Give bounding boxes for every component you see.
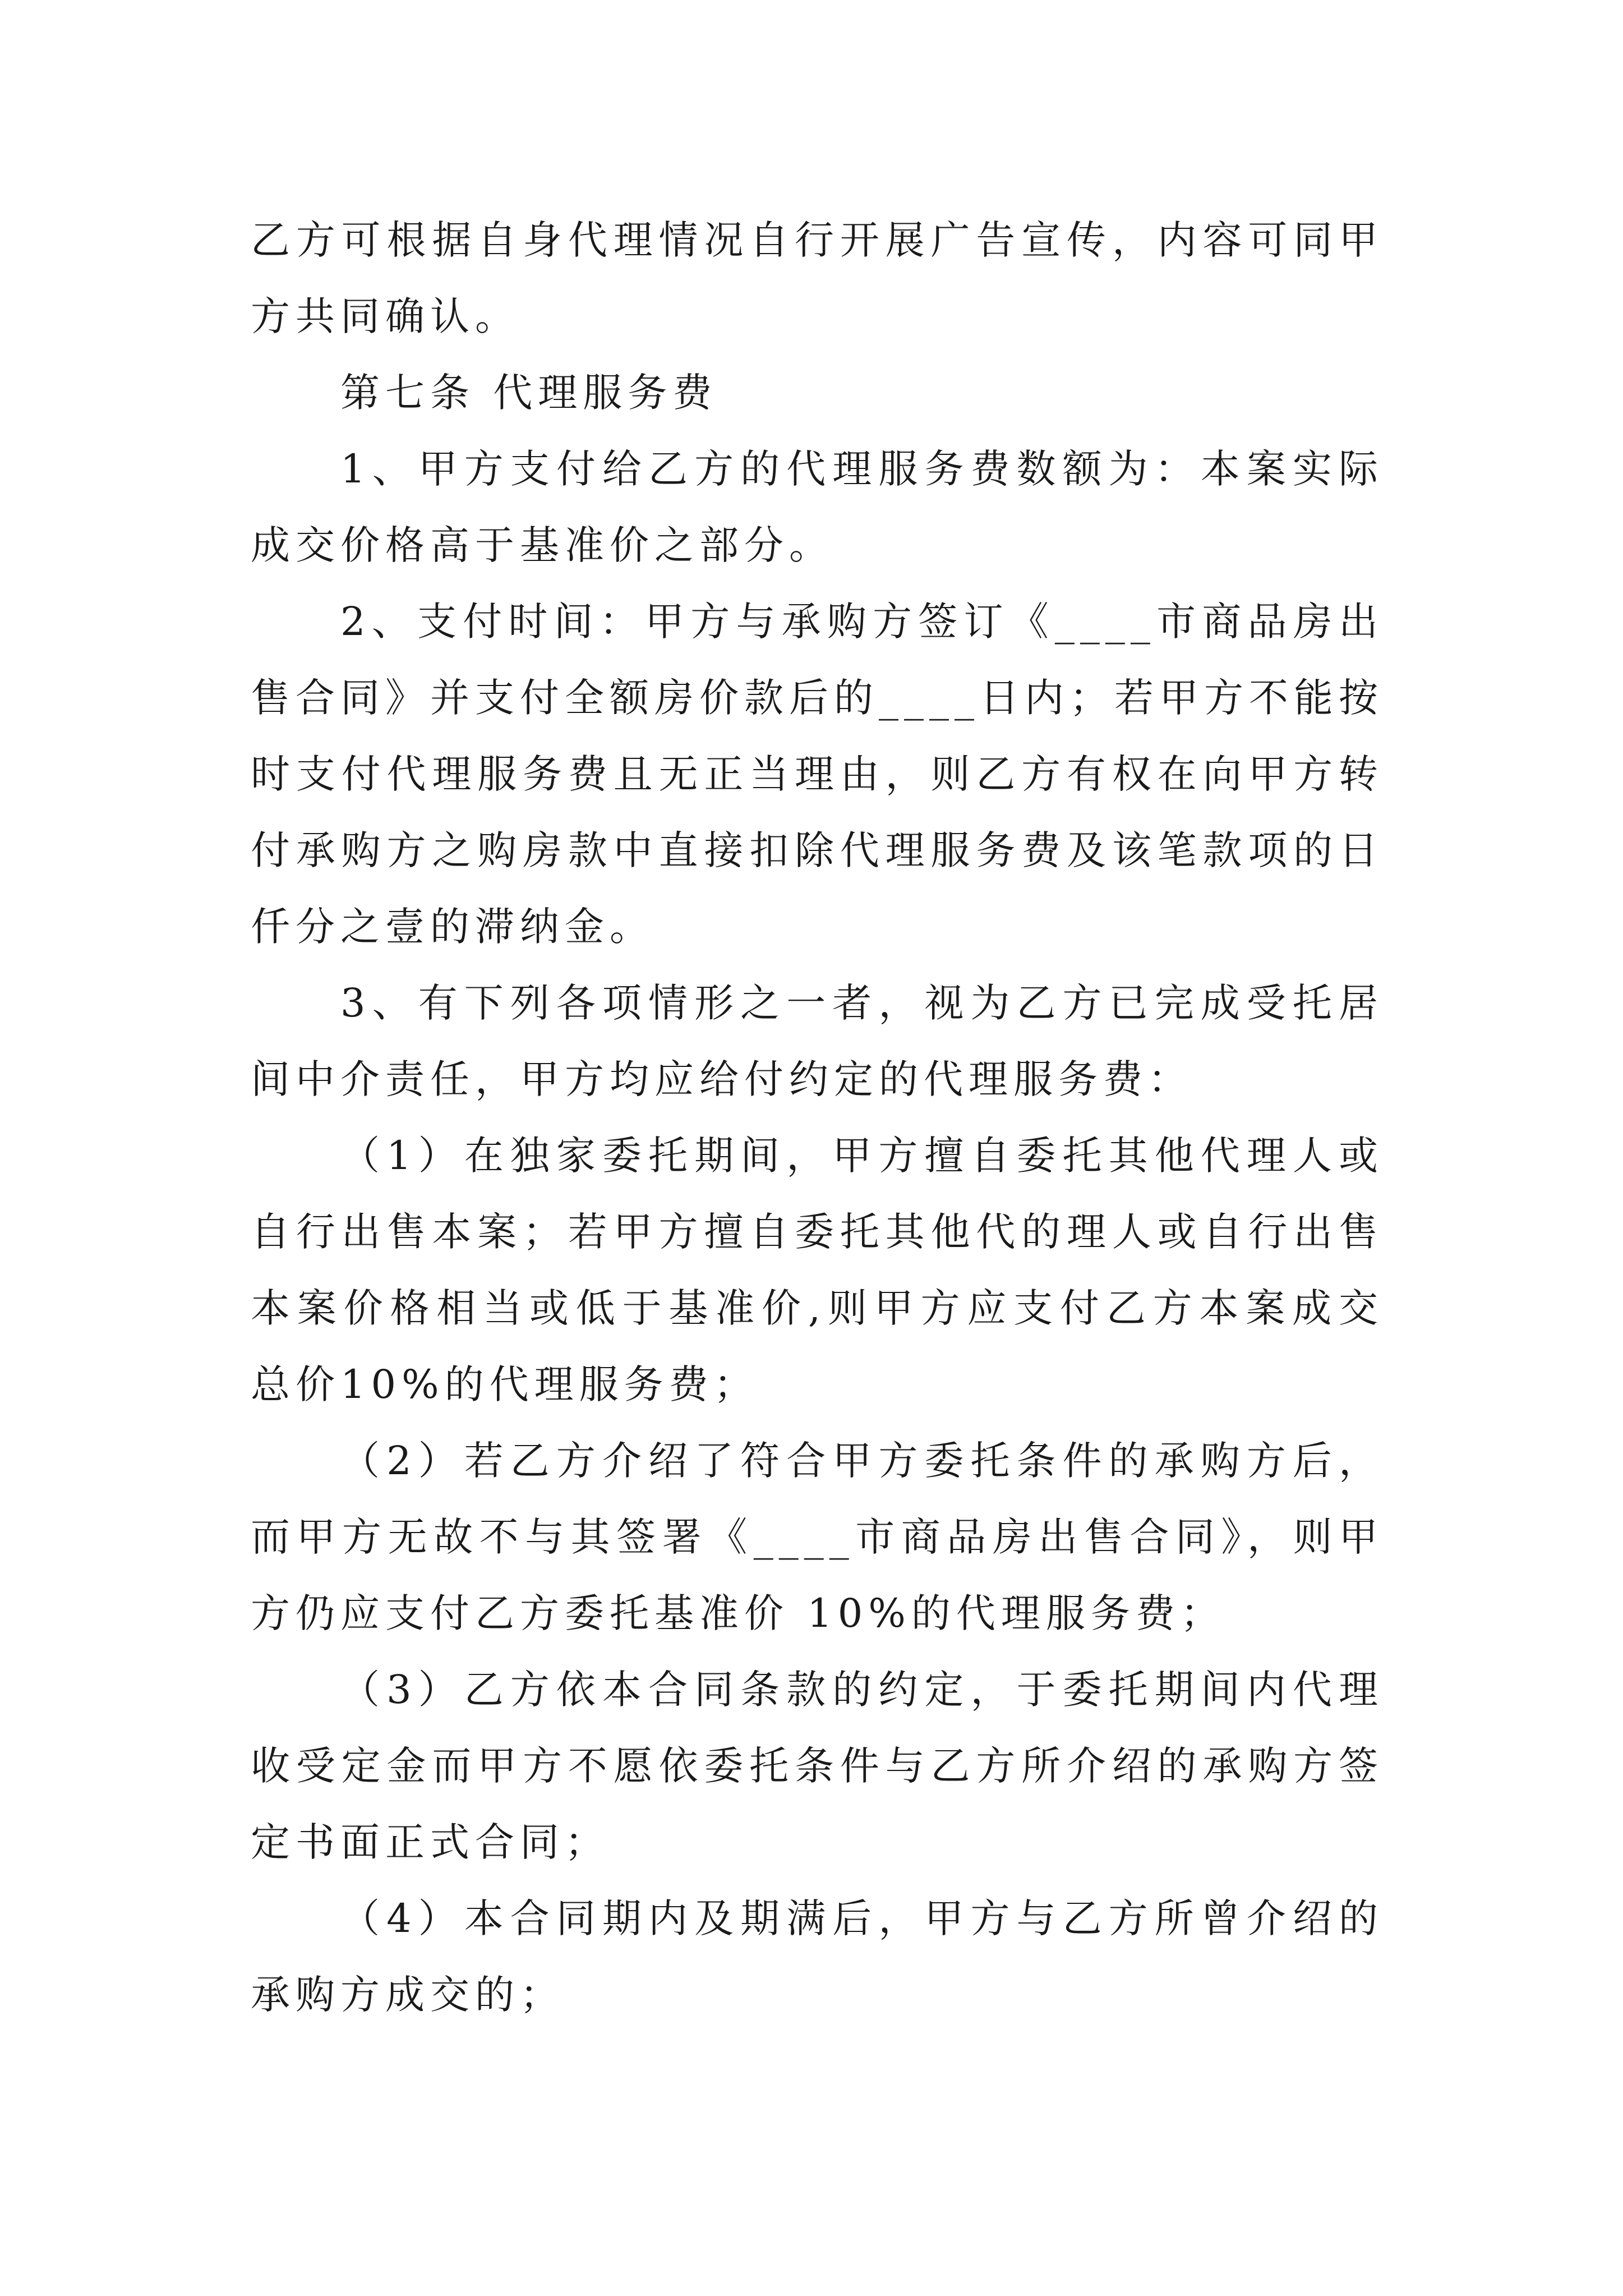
paragraph-payment-time: 2、支付时间：甲方与承购方签订《____市商品房出售合同》并支付全额房价款后的____日内；若甲方不能按时支付代理服务费且无正当理由，则乙方有权在向甲方转付承购方之购房款中直接扣除代理服务费及该笔款项的日仟分之壹的滞纳金。 [251,599,1384,950]
document-page [251,202,1384,2033]
paragraph-condition-3: （3）乙方依本合同条款的约定，于委托期间内代理收受定金而甲方不愿依委托条件与乙方所介绍的承购方签定书面正式合同； [251,1667,1384,1865]
paragraph-conditions: 3、有下列各项情形之一者，视为乙方已完成受托居间中介责任，甲方均应给付约定的代理服务费： [251,980,1384,1102]
paragraph-condition-4: （4）本合同期内及期满后，甲方与乙方所曾介绍的承购方成交的； [251,1895,1384,2018]
paragraph-advertising: 乙方可根据自身代理情况自行开展广告宣传，内容可同甲方共同确认。 [251,217,1384,339]
section-heading-article-7: 第七条 代理服务费 [340,370,718,416]
paragraph-condition-1: （1）在独家委托期间，甲方擅自委托其他代理人或自行出售本案；若甲方擅自委托其他代的理人或自行出售本案价格相当或低于基准价,则甲方应支付乙方本案成交总价10%的代理服务费； [251,1133,1384,1407]
paragraph-condition-2: （2）若乙方介绍了符合甲方委托条件的承购方后，而甲方无故不与其签署《____市商品房出售合同》，则甲方仍应支付乙方委托基准价 10%的代理服务费； [251,1438,1384,1636]
paragraph-fee-amount: 1、甲方支付给乙方的代理服务费数额为：本案实际成交价格高于基准价之部分。 [251,446,1384,568]
